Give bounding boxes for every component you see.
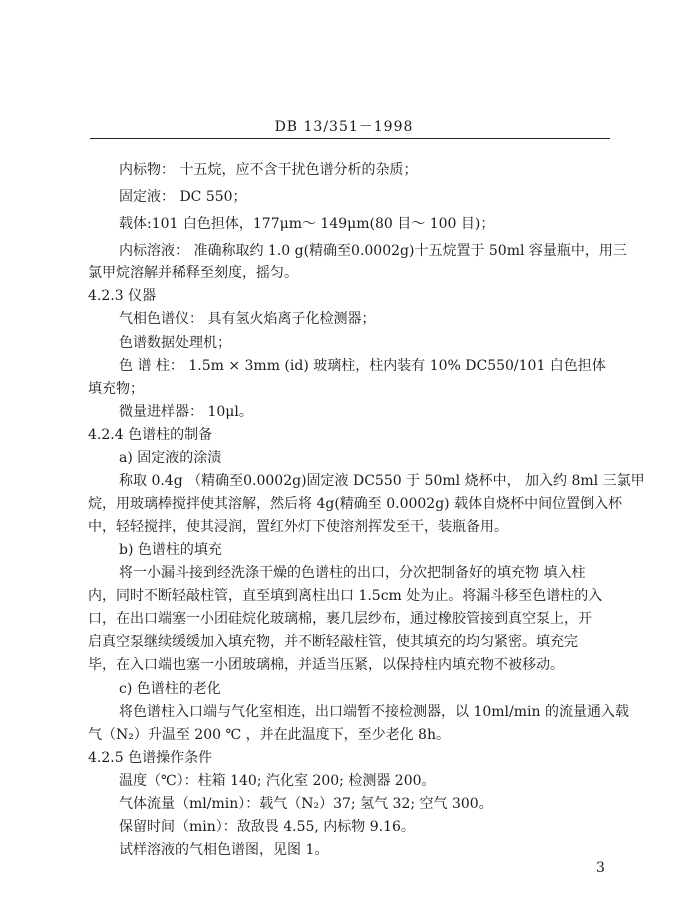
text-line-support: 载体:101 白色担体，177μm～ 149μm(80 目～ 100 目)； [119,216,495,232]
standard-number-header: DB 13/351－1998 [274,119,414,135]
text-line-coating-2: 烷，用玻璃棒搅拌使其溶解，然后将 4g(精确至 0.0002g) 载体自烧杯中间位置倒入杯 [88,496,623,512]
text-line-gas-flow: 气体流量（ml/min）：载气（N₂）37; 氢气 32; 空气 300。 [119,796,493,812]
page-number: 3 [596,860,605,876]
text-line-column: 色 谱 柱： 1.5m × 3mm (id) 玻璃柱，柱内装有 10% DC550/101 白色担体 [119,358,606,374]
text-line-packing-1: 将一小漏斗接到经洗涤干燥的色谱柱的出口，分次把制备好的填充物 填入柱 [119,565,586,581]
header-rule [90,138,610,139]
text-line-coating-1: 称取 0.4g （精确至0.0002g)固定液 DC550 于 50ml 烧杯中， 加入约 8ml 三氯甲 [119,473,645,489]
text-line-gc-instrument: 气相色谱仪： 具有氢火焰离子化检测器； [119,311,376,327]
text-line-column-cont: 填充物； [88,381,144,397]
text-line-syringe: 微量进样器： 10μl。 [119,404,253,420]
text-line-stationary-liquid: 固定液： DC 550； [119,189,247,205]
text-line-retention-time: 保留时间（min）：敌敌畏 4.55, 内标物 9.16。 [119,819,415,835]
section-heading-4-2-4: 4.2.4 色谱柱的制备 [88,427,213,443]
subheading-c-aging: c) 色谱柱的老化 [119,681,221,697]
text-line-packing-3: 口，在出口端塞一小团硅烷化玻璃棉，裹几层纱布，通过橡胶管接到真空泵上，开 [88,611,592,627]
section-heading-4-2-3: 4.2.3 仪器 [88,288,157,304]
text-line-internal-standard-solution-cont: 氯甲烷溶解并稀释至刻度，摇匀。 [88,265,298,281]
text-line-internal-standard-solution: 内标溶液： 准确称取约 1.0 g(精确至0.0002g)十五烷置于 50ml 容量瓶中，用三 [119,243,627,259]
text-line-internal-standard: 内标物： 十五烷，应不含干扰色谱分析的杂质； [119,162,418,178]
text-line-packing-2: 内，同时不断轻敲柱管，直至填到离柱出口 1.5cm 处为止。将漏斗移至色谱柱的入 [88,588,603,604]
subheading-b-packing: b) 色谱柱的填充 [119,542,222,558]
text-line-coating-3: 中，轻轻搅拌，使其浸润，置红外灯下使溶剂挥发至干，装瓶备用。 [88,519,508,535]
text-line-temperature: 温度（℃）：柱箱 140; 汽化室 200; 检测器 200。 [119,773,436,789]
section-heading-4-2-5: 4.2.5 色谱操作条件 [88,750,213,766]
text-line-packing-4: 启真空泵继续缓缓加入填充物，并不断轻敲柱管，使其填充的均匀紧密。填充完 [88,634,578,650]
text-line-aging-2: 气（N₂）升温至 200 ℃ ，并在此温度下，至少老化 8h。 [88,727,450,743]
text-line-aging-1: 将色谱柱入口端与气化室相连，出口端暂不接检测器，以 10ml/min 的流量通入载 [119,704,629,720]
text-line-packing-5: 毕，在入口端也塞一小团玻璃棉，并适当压紧，以保持柱内填充物不被移动。 [88,657,564,673]
subheading-a-coating: a) 固定液的涂渍 [119,450,222,466]
text-line-chromatogram-ref: 试样溶液的气相色谱图，见图 1。 [119,842,329,858]
text-line-data-processor: 色谱数据处理机； [119,335,231,351]
